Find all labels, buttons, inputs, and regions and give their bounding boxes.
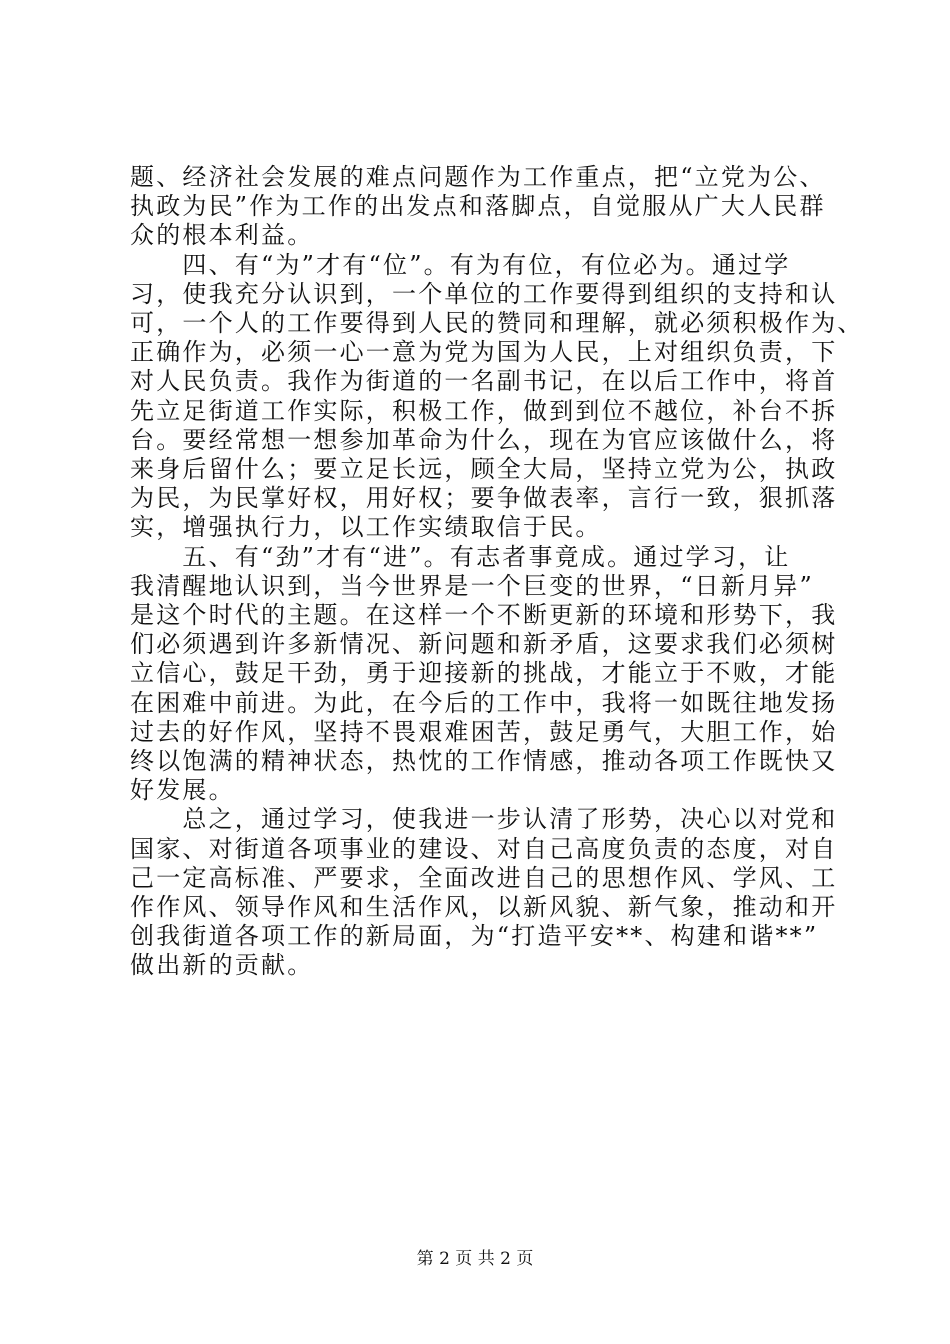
text-line: 台。要经常想一想参加革命为什么，现在为官应该做什么，将 <box>130 425 838 454</box>
text-line: 创我街道各项工作的新局面，为“打造平安**、构建和谐**” <box>130 922 819 951</box>
text-line: 习，使我充分认识到，一个单位的工作要得到组织的支持和认 <box>130 279 838 308</box>
text-line: 四、有“为”才有“位”。有为有位，有位必为。通过学 <box>130 250 791 279</box>
text-line: 己一定高标准、严要求，全面改进自己的思想作风、学风、工 <box>130 863 838 892</box>
text-line: 做出新的贡献。 <box>130 951 314 980</box>
text-line: 众的根本利益。 <box>130 221 314 250</box>
text-line: 为民，为民掌好权，用好权；要争做表率，言行一致，狠抓落 <box>130 484 838 513</box>
text-line: 五、有“劲”才有“进”。有志者事竟成。通过学习，让 <box>130 542 791 571</box>
text-line: 是这个时代的主题。在这样一个不断更新的环境和形势下，我 <box>130 601 838 630</box>
text-line: 在困难中前进。为此，在今后的工作中，我将一如既往地发扬 <box>130 688 838 717</box>
text-line: 先立足街道工作实际，积极工作，做到到位不越位，补台不拆 <box>130 396 838 425</box>
text-line: 我清醒地认识到，当今世界是一个巨变的世界，“日新月异” <box>130 571 814 600</box>
text-line: 实，增强执行力，以工作实绩取信于民。 <box>130 513 602 542</box>
text-line: 正确作为，必须一心一意为党为国为人民，上对组织负责，下 <box>130 338 838 367</box>
text-line: 国家、对街道各项事业的建设、对自己高度负责的态度，对自 <box>130 834 838 863</box>
text-line: 作作风、领导作风和生活作风，以新风貌、新气象，推动和开 <box>130 893 838 922</box>
text-line: 好发展。 <box>130 776 235 805</box>
text-line: 对人民负责。我作为街道的一名副书记，在以后工作中，将首 <box>130 367 838 396</box>
text-line: 过去的好作风，坚持不畏艰难困苦，鼓足勇气，大胆工作，始 <box>130 717 838 746</box>
text-line: 立信心，鼓足干劲，勇于迎接新的挑战，才能立于不败，才能 <box>130 659 838 688</box>
text-line: 来身后留什么；要立足长远，顾全大局，坚持立党为公，执政 <box>130 455 838 484</box>
text-line: 可，一个人的工作要得到人民的赞同和理解，就必须积极作为、 <box>130 309 864 338</box>
text-line: 执政为民”作为工作的出发点和落脚点，自觉服从广大人民群 <box>130 192 826 221</box>
text-line: 们必须遇到许多新情况、新问题和新矛盾，这要求我们必须树 <box>130 630 838 659</box>
text-line: 题、经济社会发展的难点问题作为工作重点，把“立党为公、 <box>130 163 826 191</box>
page-number-footer: 第 2 页 共 2 页 <box>416 1249 534 1269</box>
body-text <box>130 163 864 981</box>
text-line: 终以饱满的精神状态，热忱的工作情感，推动各项工作既快又 <box>130 747 838 776</box>
text-line: 总之，通过学习，使我进一步认清了形势，决心以对党和 <box>130 805 838 834</box>
